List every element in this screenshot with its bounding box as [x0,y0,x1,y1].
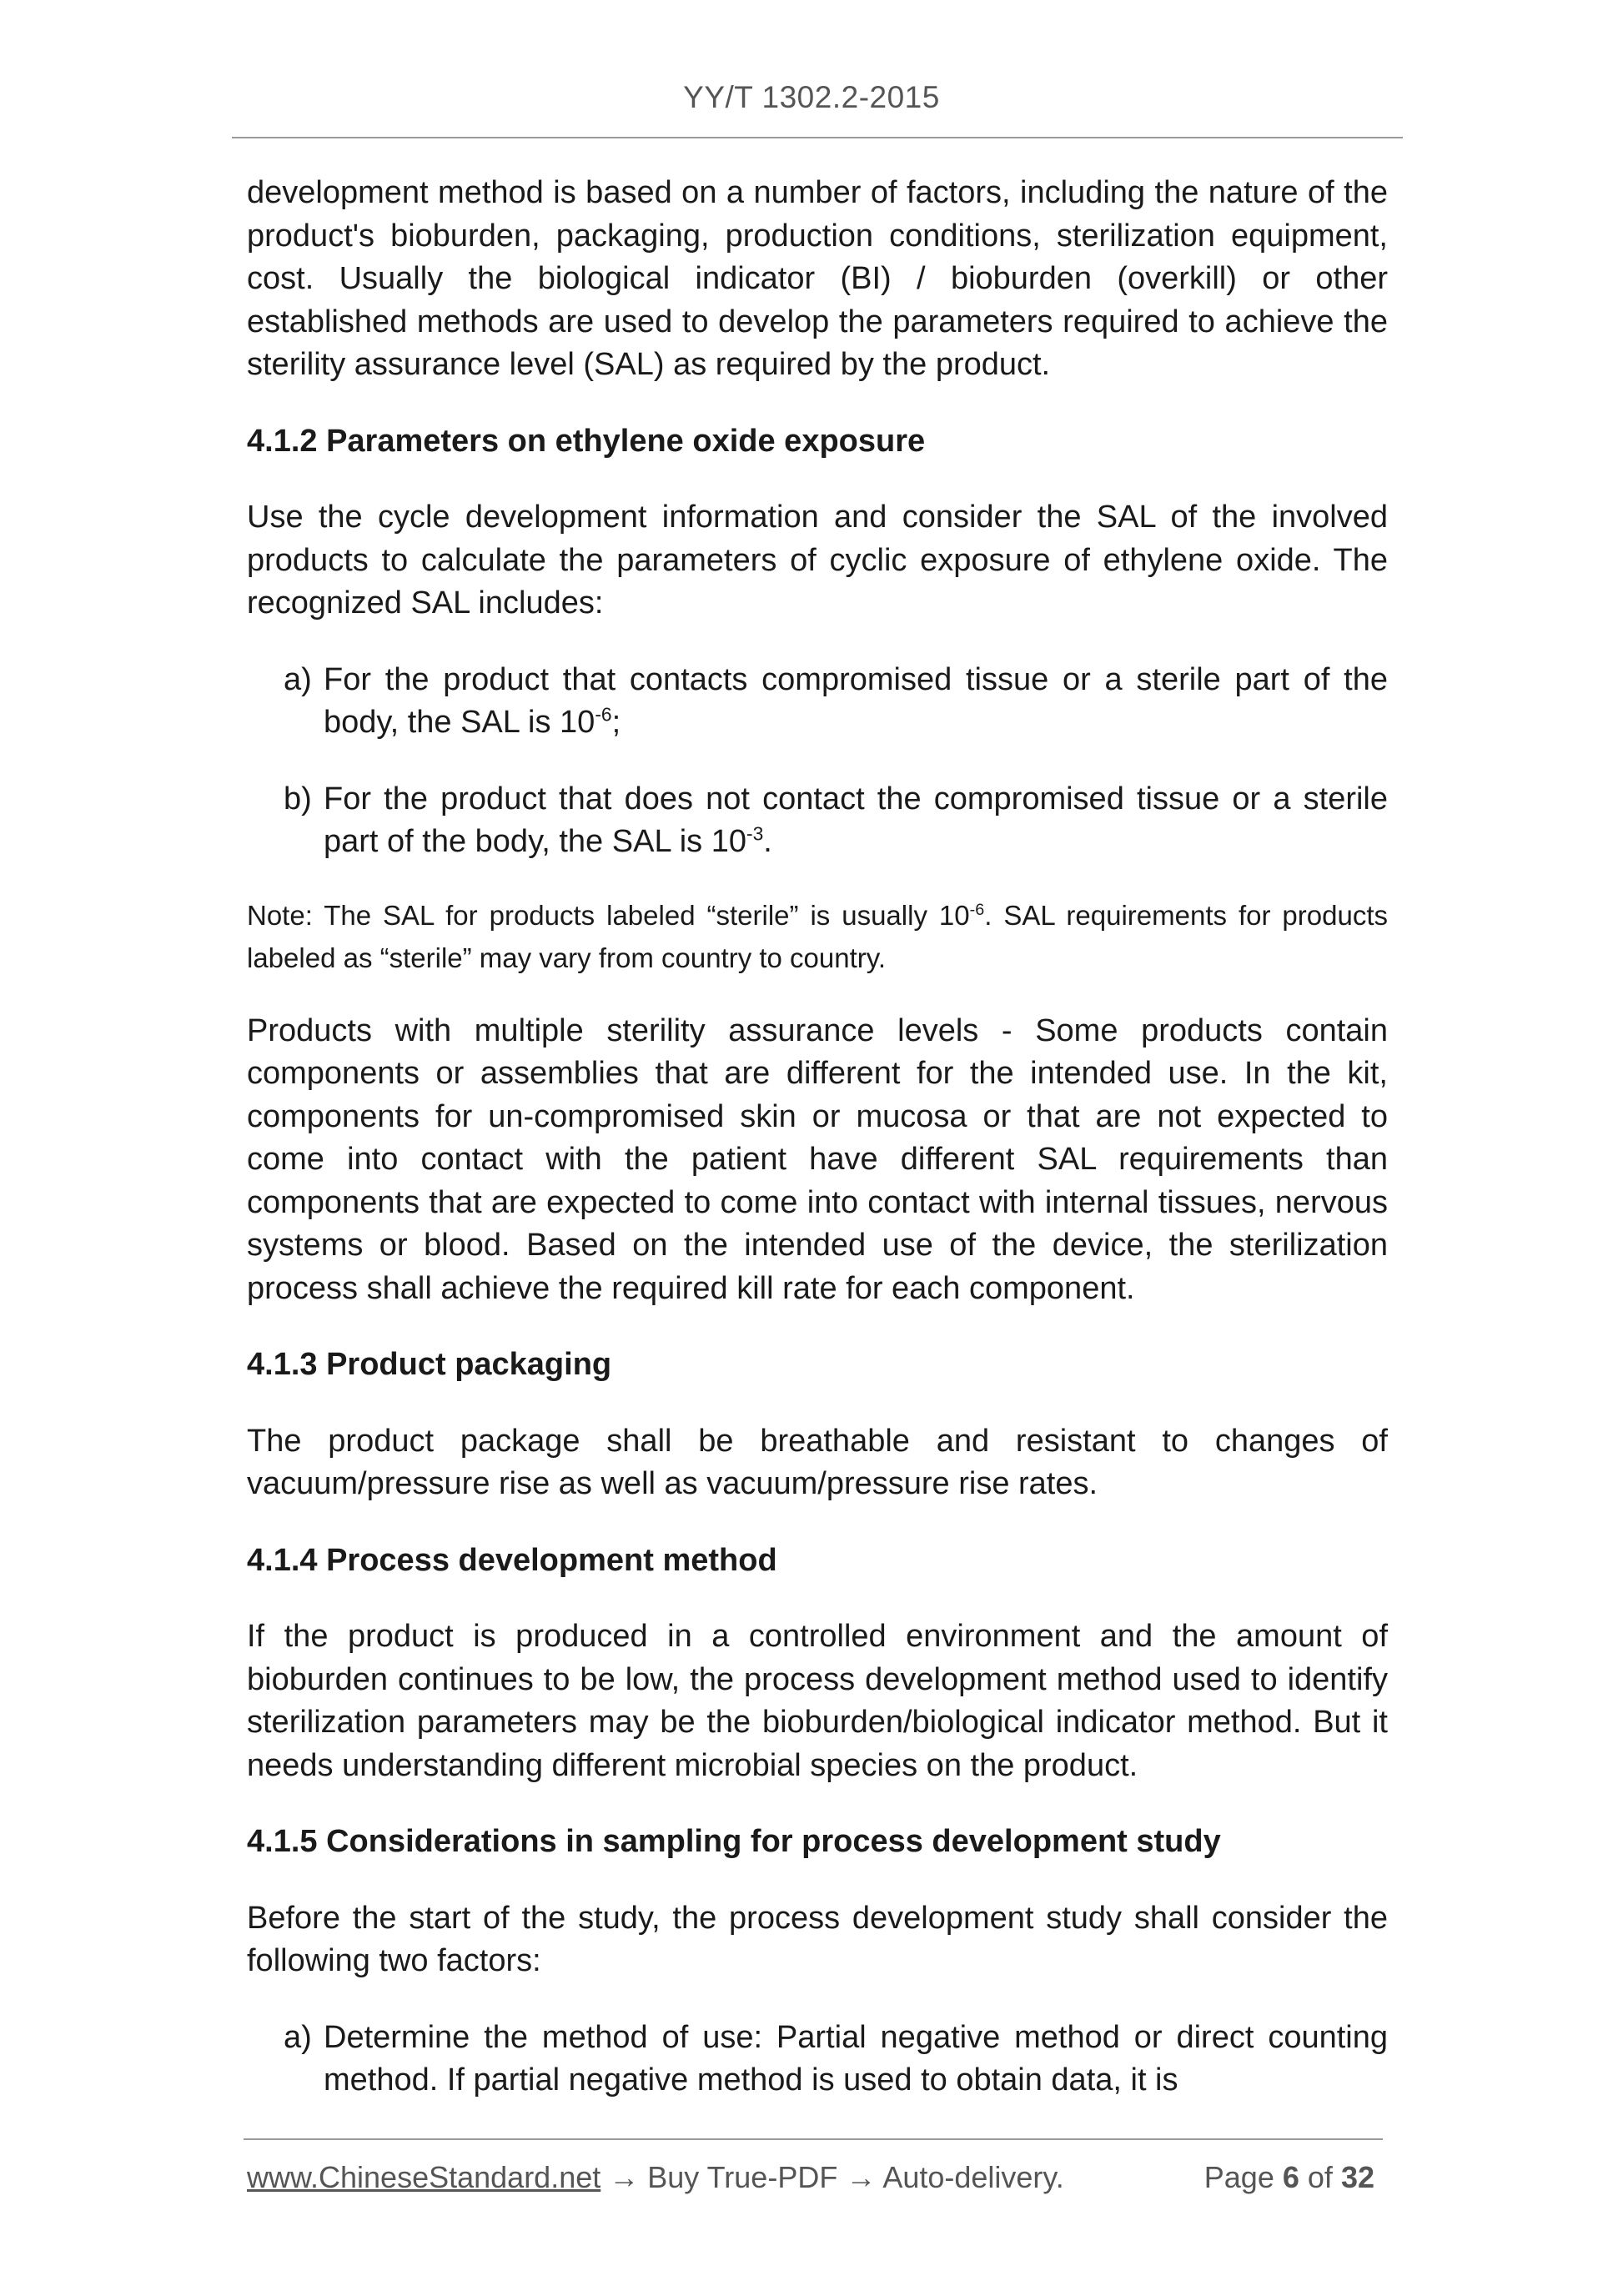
paragraph-4-1-5: Before the start of the study, the process development study shall consider the following two factors: [247,1900,1388,1978]
list-item-a-sampling [284,2017,1388,2103]
header-divider [232,137,1403,138]
list-item-text: For the product that does not contact the compromised tissue or a sterile part of the body, the SAL is $10^{-3}$. [324,781,1388,859]
page-number: Page 6 of 32 [1203,2160,1374,2194]
total-pages: 32 [1340,2160,1374,2194]
paragraph-4-1-4: If the product is produced in a controlled environment and the amount of bioburden continues to be low, the process development method used to identify sterilization parameters may be the bioburden/biological indicator method. But it needs understanding different microbial species on the product. [247,1619,1388,1783]
list-item-a [284,659,1388,745]
exponent: -3 [746,822,764,845]
exponent: -6 [969,900,985,919]
section-heading-4-1-5: 4.1.5 Considerations in sampling for process development study [247,1824,1221,1859]
paragraph-4-1-3: The product package shall be breathable and resistant to changes of vacuum/pressure rise as well as vacuum/pressure rise rates. [247,1423,1388,1501]
section-heading-4-1-4: 4.1.4 Process development method [247,1542,777,1578]
intro-paragraph: development method is based on a number of factors, including the nature of the product's bioburden, packaging, production conditions, sterilization equipment, cost. Usually the biological indicator (BI) / bioburden (overkill) or other established methods are used to develop the parameters required to achieve the sterility assurance level (SAL) as required by the product. [247,175,1388,382]
exponent: -6 [595,703,612,726]
document-code-header: YY/T 1302.2-2015 [683,80,940,114]
note-paragraph: Note: The SAL for products labeled “sterile” is usually $10^{-6}$. SAL requirements for products labeled as “sterile” may vary from country to country. [247,899,1388,973]
section-heading-4-1-2: 4.1.2 Parameters on ethylene oxide exposure [247,423,926,459]
list-item-b [284,778,1388,864]
current-page: 6 [1282,2160,1299,2194]
site-link[interactable]: www.ChineseStandard.net [247,2160,601,2194]
list-marker: a) [284,661,312,697]
list-item-text: For the product that contacts compromised tissue or a sterile part of the body, the SAL is $10^{-6}$; [324,661,1388,740]
paragraph-4-1-2: Use the cycle development information and consider the SAL of the involved products to calculate the parameters of cyclic exposure of ethylene oxide. The recognized SAL includes: [247,500,1388,620]
document-body [247,172,1388,2103]
multiple-sal-paragraph: Products with multiple sterility assurance levels - Some products contain components or assemblies that are different for the intended use. In the kit, components for un-compromised skin or mucosa or that are not expected to come into contact with the patient have different SAL requirements than components that are expected to come into contact with internal tissues, nervous systems or blood. Based on the intended use of the device, the sterilization process shall achieve the required kill rate for each component. [247,1012,1388,1306]
page-footer [247,2160,1383,2195]
list-marker: a) [284,2019,312,2055]
list-marker: b) [284,781,312,816]
footer-divider [244,2138,1383,2140]
promo-text: → Buy True-PDF → Auto-delivery. [600,2160,1064,2194]
section-heading-4-1-3: 4.1.3 Product packaging [247,1347,612,1382]
list-item-text: Determine the method of use: Partial negative method or direct counting method. If partial negative method is used to obtain data, it is [324,2019,1388,2098]
